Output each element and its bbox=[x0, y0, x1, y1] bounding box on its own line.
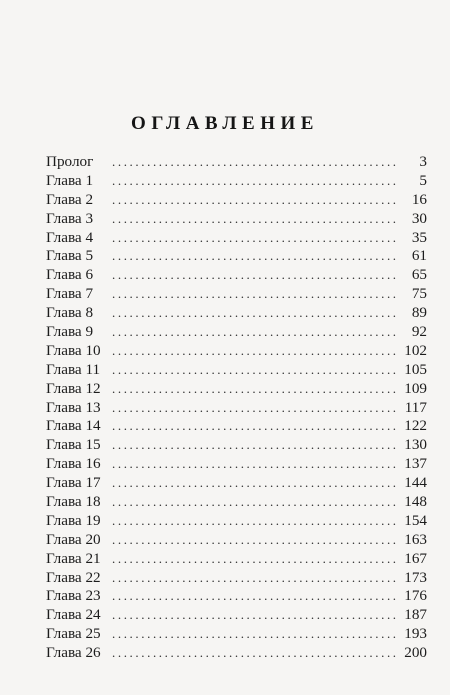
dot-leader bbox=[112, 399, 397, 418]
dot-leader bbox=[112, 172, 397, 191]
toc-entry bbox=[46, 569, 427, 588]
toc-entry-label: Глава 26 bbox=[46, 644, 101, 662]
toc-entry-label: Глава 11 bbox=[46, 360, 101, 378]
toc-entry bbox=[46, 512, 427, 531]
toc-entry-page-number: 5 bbox=[419, 171, 427, 189]
toc-entry-page-number: 92 bbox=[411, 323, 427, 341]
dot-leader bbox=[112, 625, 397, 644]
toc-entry-label: Глава 15 bbox=[46, 436, 101, 454]
toc-entry-page-number: 187 bbox=[404, 606, 427, 624]
toc-entry-page-number: 130 bbox=[404, 436, 427, 454]
toc-entry-label: Глава 1 bbox=[46, 171, 94, 189]
toc-entry-label: Глава 7 bbox=[46, 285, 94, 303]
toc-entry-label: Глава 22 bbox=[46, 568, 101, 586]
toc-entry-page-number: 16 bbox=[411, 190, 427, 208]
dot-leader bbox=[112, 380, 397, 399]
dot-leader bbox=[112, 229, 397, 248]
dot-leader bbox=[112, 247, 397, 266]
dot-leader bbox=[112, 455, 397, 474]
toc-entry-page-number: 154 bbox=[404, 511, 427, 529]
dot-leader bbox=[112, 304, 397, 323]
toc-entry-page-number: 75 bbox=[411, 285, 427, 303]
toc-entry-page-number: 89 bbox=[411, 304, 427, 322]
toc-entry-label: Глава 6 bbox=[46, 266, 94, 284]
toc-entry bbox=[46, 342, 427, 361]
toc-entry bbox=[46, 304, 427, 323]
toc-entry-page-number: 109 bbox=[404, 379, 427, 397]
toc-entry bbox=[46, 172, 427, 191]
toc-entry-label: Глава 12 bbox=[46, 379, 101, 397]
toc-entry-page-number: 122 bbox=[404, 417, 427, 435]
toc-entry bbox=[46, 266, 427, 285]
toc-entry bbox=[46, 436, 427, 455]
toc-entry-label: Глава 23 bbox=[46, 587, 101, 605]
toc-entry bbox=[46, 399, 427, 418]
toc-entry bbox=[46, 191, 427, 210]
toc-entry bbox=[46, 644, 427, 663]
toc-entry bbox=[46, 606, 427, 625]
toc-entry-page-number: 102 bbox=[404, 341, 427, 359]
toc-entry bbox=[46, 323, 427, 342]
toc-entry-label: Глава 25 bbox=[46, 625, 101, 643]
toc-entry-page-number: 144 bbox=[404, 474, 427, 492]
toc-entry-label: Пролог bbox=[46, 153, 94, 170]
toc-entry-page-number: 176 bbox=[404, 587, 427, 605]
toc-entry bbox=[46, 587, 427, 606]
dot-leader bbox=[112, 285, 397, 304]
dot-leader bbox=[112, 606, 397, 625]
toc-entry-label: Глава 21 bbox=[46, 549, 101, 567]
toc-entry-page-number: 173 bbox=[404, 568, 427, 586]
toc-entry bbox=[46, 493, 427, 512]
toc-entry-page-number: 193 bbox=[404, 625, 427, 643]
toc-entry-page-number: 35 bbox=[411, 228, 427, 246]
toc-list bbox=[46, 153, 427, 663]
toc-entry-page-number: 3 bbox=[419, 153, 427, 170]
toc-entry-label: Глава 10 bbox=[46, 341, 101, 359]
toc-entry-label: Глава 8 bbox=[46, 304, 94, 322]
toc-entry-label: Глава 18 bbox=[46, 493, 101, 511]
dot-leader bbox=[112, 512, 397, 531]
toc-entry-label: Глава 24 bbox=[46, 606, 101, 624]
dot-leader bbox=[112, 493, 397, 512]
toc-entry-page-number: 61 bbox=[411, 247, 427, 265]
toc-entry bbox=[46, 247, 427, 266]
toc-entry-label: Глава 2 bbox=[46, 190, 94, 208]
toc-entry-page-number: 117 bbox=[404, 398, 427, 416]
toc-entry bbox=[46, 210, 427, 229]
dot-leader bbox=[112, 323, 397, 342]
toc-entry-page-number: 30 bbox=[411, 209, 427, 227]
dot-leader bbox=[112, 153, 397, 172]
dot-leader bbox=[112, 417, 397, 436]
toc-entry bbox=[46, 455, 427, 474]
dot-leader bbox=[112, 210, 397, 229]
toc-entry-page-number: 200 bbox=[404, 644, 427, 662]
toc-title: ОГЛАВЛЕНИЕ bbox=[131, 113, 319, 134]
toc-entry-label: Глава 19 bbox=[46, 511, 101, 529]
dot-leader bbox=[112, 266, 397, 285]
toc-entry bbox=[46, 153, 427, 172]
toc-entry-label: Глава 14 bbox=[46, 417, 101, 435]
toc-entry-page-number: 167 bbox=[404, 549, 427, 567]
toc-entry-label: Глава 17 bbox=[46, 474, 101, 492]
dot-leader bbox=[112, 569, 397, 588]
dot-leader bbox=[112, 191, 397, 210]
toc-entry-label: Глава 5 bbox=[46, 247, 94, 265]
toc-entry-page-number: 65 bbox=[411, 266, 427, 284]
toc-entry-label: Глава 20 bbox=[46, 530, 101, 548]
toc-entry bbox=[46, 625, 427, 644]
dot-leader bbox=[112, 587, 397, 606]
toc-entry bbox=[46, 474, 427, 493]
toc-entry bbox=[46, 417, 427, 436]
toc-entry bbox=[46, 380, 427, 399]
dot-leader bbox=[112, 342, 397, 361]
toc-entry bbox=[46, 531, 427, 550]
toc-entry-page-number: 137 bbox=[404, 455, 427, 473]
dot-leader bbox=[112, 361, 397, 380]
dot-leader bbox=[112, 531, 397, 550]
dot-leader bbox=[112, 644, 397, 663]
toc-entry-label: Глава 4 bbox=[46, 228, 94, 246]
toc-entry-label: Глава 16 bbox=[46, 455, 101, 473]
toc-entry-page-number: 105 bbox=[404, 360, 427, 378]
dot-leader bbox=[112, 436, 397, 455]
toc-entry bbox=[46, 550, 427, 569]
dot-leader bbox=[112, 474, 397, 493]
toc-entry bbox=[46, 285, 427, 304]
toc-entry-page-number: 163 bbox=[404, 530, 427, 548]
toc-entry bbox=[46, 361, 427, 380]
toc-entry-label: Глава 9 bbox=[46, 323, 94, 341]
toc-entry-label: Глава 13 bbox=[46, 398, 101, 416]
dot-leader bbox=[112, 550, 397, 569]
toc-entry-page-number: 148 bbox=[404, 493, 427, 511]
toc-entry-label: Глава 3 bbox=[46, 209, 94, 227]
toc-entry bbox=[46, 229, 427, 248]
